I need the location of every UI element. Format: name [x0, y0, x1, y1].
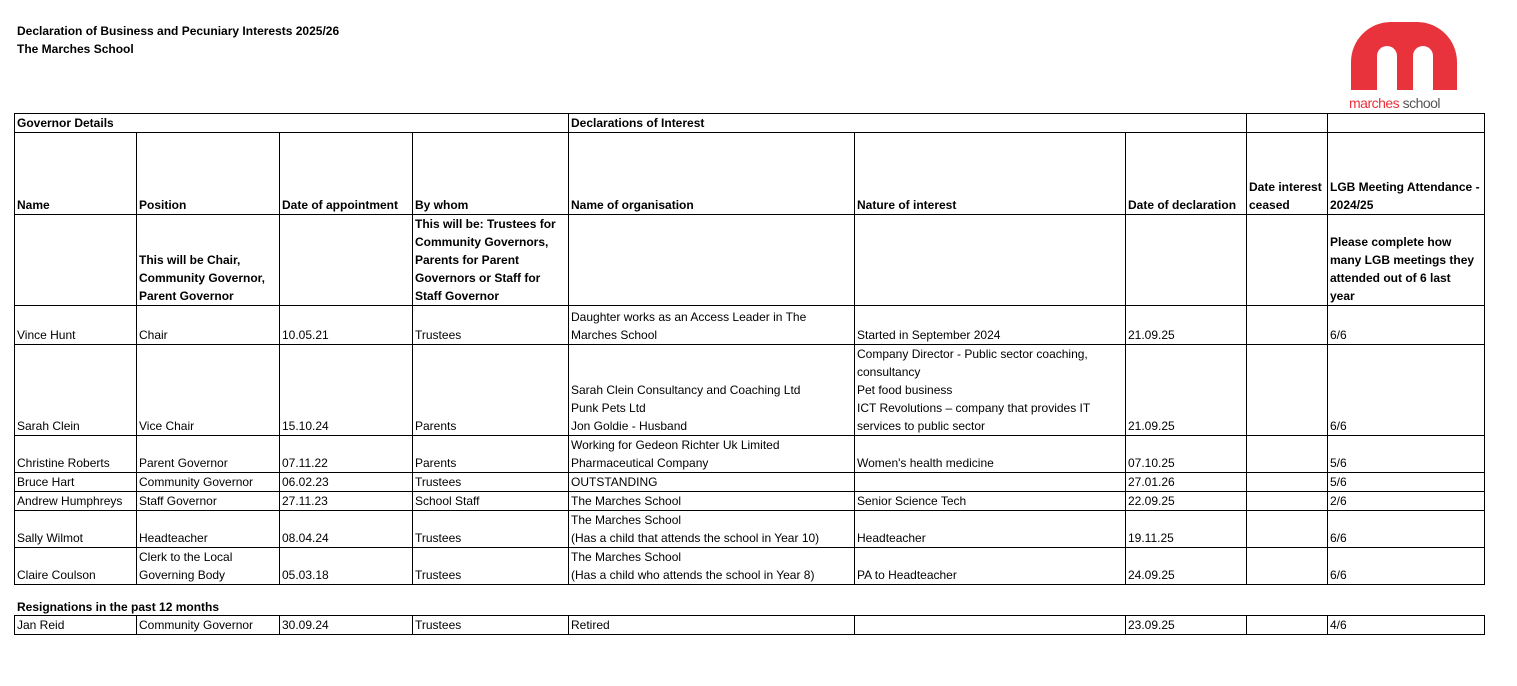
date-of-declaration-cell: Date of declaration [1126, 133, 1247, 215]
table-row [15, 345, 1485, 436]
by-whom-cell: Trustees [413, 616, 569, 635]
attendance-cell: 6/6 [1328, 511, 1485, 548]
date-of-appointment-cell: 15.10.24 [280, 345, 413, 436]
column-header-row [15, 133, 1485, 215]
date-of-appointment-cell: Date of appointment [280, 133, 413, 215]
date-of-declaration-cell: 22.09.25 [1126, 492, 1247, 511]
resignations-title: Resignations in the past 12 months [17, 600, 220, 614]
name-cell: Sarah Clein [15, 345, 137, 436]
table-row [15, 473, 1485, 492]
name-cell: Claire Coulson [15, 548, 137, 585]
instructions-row [15, 215, 1485, 306]
date-ceased-cell [1247, 616, 1328, 635]
date-of-appointment-cell: 05.03.18 [280, 548, 413, 585]
date-ceased-cell [1247, 345, 1328, 436]
by-whom-cell: Parents [413, 436, 569, 473]
name-cell: Vince Hunt [15, 306, 137, 345]
name-cell: Christine Roberts [15, 436, 137, 473]
position-cell: Parent Governor [137, 436, 280, 473]
attendance-cell: 5/6 [1328, 436, 1485, 473]
name-cell: Andrew Humphreys [15, 492, 137, 511]
position-cell: This will be Chair, Community Governor, Parent Governor [137, 215, 280, 306]
by-whom-cell: Trustees [413, 473, 569, 492]
organisation-cell: Sarah Clein Consultancy and Coaching Ltd Punk Pets Ltd Jon Goldie - Husband [569, 345, 855, 436]
by-whom-cell: This will be: Trustees for Community Governors, Parents for Parent Governors or Staff for Staff Governor [413, 215, 569, 306]
organisation-cell: Name of organisation [569, 133, 855, 215]
date-of-appointment-cell [280, 215, 413, 306]
name-cell: Jan Reid [15, 616, 137, 635]
date-of-appointment-cell: 06.02.23 [280, 473, 413, 492]
declarations-header: Declarations of Interest [569, 114, 1247, 133]
nature-of-interest-cell: Headteacher [855, 511, 1126, 548]
name-cell: Sally Wilmot [15, 511, 137, 548]
date-ceased-cell [1247, 306, 1328, 345]
table-row [15, 306, 1485, 345]
attendance-cell: 6/6 [1328, 306, 1485, 345]
date-ceased-cell [1247, 473, 1328, 492]
date-of-declaration-cell: 07.10.25 [1126, 436, 1247, 473]
date-ceased-cell [1247, 436, 1328, 473]
date-ceased-cell: Date interest ceased [1247, 133, 1328, 215]
date-of-declaration-cell [1126, 215, 1247, 306]
document-title: Declaration of Business and Pecuniary Interests 2025/26 [17, 24, 340, 38]
nature-of-interest-cell: Senior Science Tech [855, 492, 1126, 511]
attendance-cell: LGB Meeting Attendance - 2024/25 [1328, 133, 1485, 215]
attendance-cell: 6/6 [1328, 548, 1485, 585]
organisation-cell [569, 215, 855, 306]
position-cell: Chair [137, 306, 280, 345]
date-of-declaration-cell: 27.01.26 [1126, 473, 1247, 492]
governor-details-header: Governor Details [15, 114, 569, 133]
nature-of-interest-cell [855, 616, 1126, 635]
table-row [15, 492, 1485, 511]
attendance-cell: 5/6 [1328, 473, 1485, 492]
position-cell: Staff Governor [137, 492, 280, 511]
by-whom-cell: School Staff [413, 492, 569, 511]
name-cell: Name [15, 133, 137, 215]
attendance-cell: 4/6 [1328, 616, 1485, 635]
date-ceased-cell [1247, 215, 1328, 306]
organisation-cell: Working for Gedeon Richter Uk Limited Pharmaceutical Company [569, 436, 855, 473]
school-name: The Marches School [17, 42, 134, 56]
by-whom-cell: Trustees [413, 306, 569, 345]
date-of-declaration-cell: 23.09.25 [1126, 616, 1247, 635]
by-whom-cell: By whom [413, 133, 569, 215]
table-row [15, 616, 1485, 635]
date-of-appointment-cell: 10.05.21 [280, 306, 413, 345]
date-of-declaration-cell: 21.09.25 [1126, 345, 1247, 436]
attendance-cell: 2/6 [1328, 492, 1485, 511]
date-of-declaration-cell: 24.09.25 [1126, 548, 1247, 585]
name-cell [15, 215, 137, 306]
organisation-cell: The Marches School [569, 492, 855, 511]
attendance-cell: Please complete how many LGB meetings they attended out of 6 last year [1328, 215, 1485, 306]
position-cell: Headteacher [137, 511, 280, 548]
table-row [15, 548, 1485, 585]
nature-of-interest-cell: Women's health medicine [855, 436, 1126, 473]
nature-of-interest-cell: PA to Headteacher [855, 548, 1126, 585]
date-of-appointment-cell: 27.11.23 [280, 492, 413, 511]
position-cell: Clerk to the Local Governing Body [137, 548, 280, 585]
date-ceased-cell [1247, 492, 1328, 511]
nature-of-interest-cell [855, 473, 1126, 492]
date-of-appointment-cell: 07.11.22 [280, 436, 413, 473]
by-whom-cell: Trustees [413, 511, 569, 548]
by-whom-cell: Parents [413, 345, 569, 436]
date-of-declaration-cell: 19.11.25 [1126, 511, 1247, 548]
school-logo: marches school [1349, 22, 1459, 112]
by-whom-cell: Trustees [413, 548, 569, 585]
organisation-cell: OUTSTANDING [569, 473, 855, 492]
position-cell: Vice Chair [137, 345, 280, 436]
nature-of-interest-cell: Nature of interest [855, 133, 1126, 215]
position-cell: Position [137, 133, 280, 215]
resignations-table [14, 615, 1485, 635]
declarations-table [14, 113, 1485, 585]
nature-of-interest-cell: Company Director - Public sector coaching, consultancy Pet food business ICT Revolutions – company that provides IT services to public sector [855, 345, 1126, 436]
date-ceased-cell [1247, 511, 1328, 548]
date-of-appointment-cell: 30.09.24 [280, 616, 413, 635]
organisation-cell: Daughter works as an Access Leader in The Marches School [569, 306, 855, 345]
position-cell: Community Governor [137, 616, 280, 635]
nature-of-interest-cell [855, 215, 1126, 306]
table-row [15, 511, 1485, 548]
organisation-cell: Retired [569, 616, 855, 635]
attendance-cell: 6/6 [1328, 345, 1485, 436]
date-of-appointment-cell: 08.04.24 [280, 511, 413, 548]
date-of-declaration-cell: 21.09.25 [1126, 306, 1247, 345]
date-ceased-cell [1247, 548, 1328, 585]
table-row [15, 436, 1485, 473]
position-cell: Community Governor [137, 473, 280, 492]
name-cell: Bruce Hart [15, 473, 137, 492]
nature-of-interest-cell: Started in September 2024 [855, 306, 1126, 345]
organisation-cell: The Marches School (Has a child who attends the school in Year 8) [569, 548, 855, 585]
organisation-cell: The Marches School (Has a child that attends the school in Year 10) [569, 511, 855, 548]
